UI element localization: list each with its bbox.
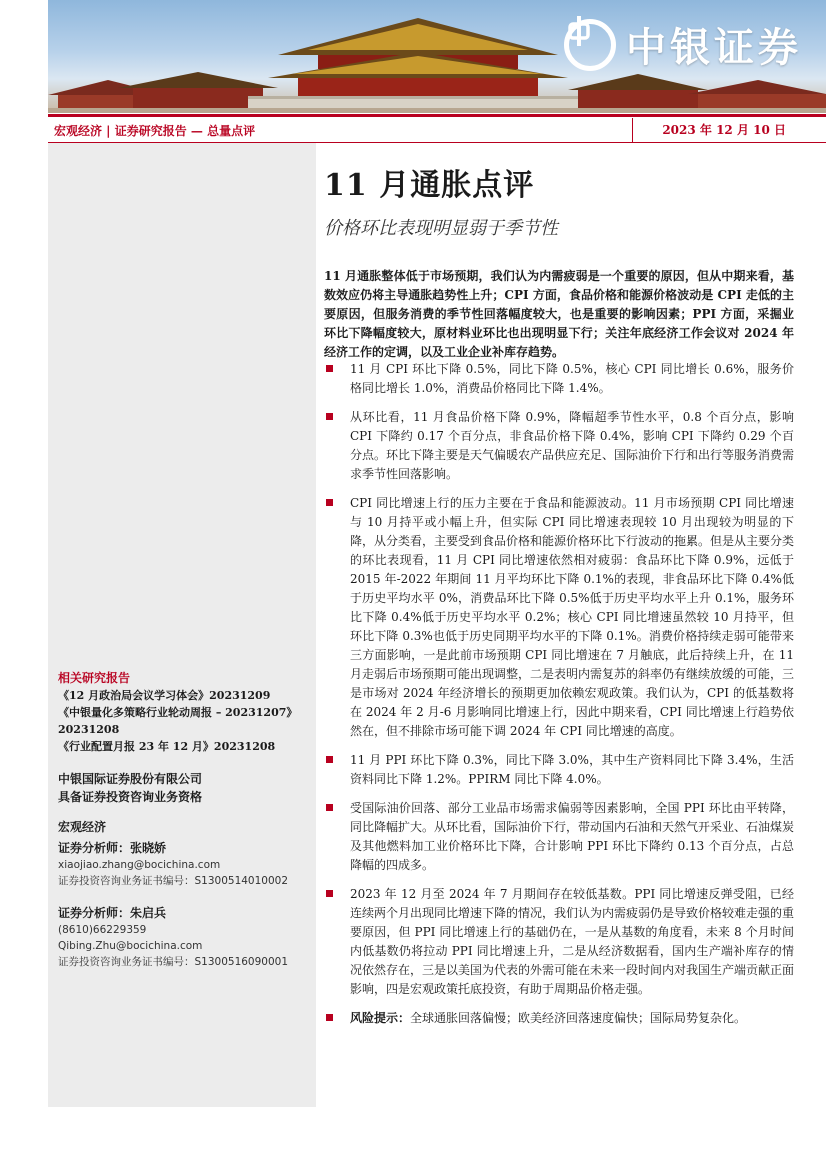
company-qualification: 具备证券投资咨询业务资格 [58, 790, 203, 804]
report-subtitle: 价格环比表现明显弱于季节性 [324, 218, 558, 239]
bullet-square-icon [326, 890, 333, 897]
bullet-square-icon [326, 499, 333, 506]
related-reports [58, 670, 312, 755]
company-info [58, 770, 312, 836]
related-reports-title: 相关研究报告 [58, 671, 131, 685]
header-rule [48, 114, 826, 117]
risk-text: 全球通胀回落偏慢；欧美经济回落速度偏快；国际局势复杂化。 [410, 1011, 747, 1025]
list-item [324, 408, 794, 484]
bullet-text: 从环比看，11 月食品价格下降 0.9%，降幅超季节性水平，0.8 个百分点，影响 CPI 下降约 0.17 个百分点，非食品价格下降 0.4%，影响 CPI 下降约 0.29 个百分点。环比下降主要是天气偏暖农产品供应充足、国际油价下行和出行等服务消费需求季节性回落影响。 [350, 410, 795, 481]
related-report-link[interactable]: 《行业配置月报 23 年 12 月》20231208 [58, 740, 276, 753]
sidebar [48, 143, 316, 1107]
brand-logo [564, 16, 802, 73]
analyst-card [58, 840, 312, 889]
analyst-name: 证券分析师：朱启兵 [58, 906, 167, 920]
related-report-link[interactable]: 《12 月政治局会议学习体会》20231209 [58, 689, 271, 702]
report-date: 2023 年 12 月 10 日 [632, 118, 826, 142]
analyst-license: 证券投资咨询业务证书编号：S1300514010002 [58, 875, 289, 887]
analyst-email[interactable]: xiaojiao.zhang@bocichina.com [58, 859, 221, 871]
bullet-text: 11 月 PPI 环比下降 0.3%，同比下降 3.0%，其中生产资料同比下降 3.4%，生活资料同比下降 1.2%。PPIRM 同比下降 4.0%。 [350, 753, 794, 786]
bullet-square-icon [326, 756, 333, 763]
key-points [324, 360, 794, 1038]
company-name: 中银国际证券股份有限公司 [58, 772, 203, 786]
header-banner [48, 0, 826, 113]
bullet-square-icon [326, 1014, 333, 1021]
bullet-text: CPI 同比增速上行的压力主要在于食品和能源波动。11 月市场预期 CPI 同比增速与 10 月持平或小幅上升，但实际 CPI 同比增速表现较 10 月出现较为明显的下降，从分类看，主要受到食品价格和能源价格环比下行波动的拖累。但是从主要分类的环比表现看，11 月 CPI 同比增速依然相对疲弱：食品环比下降 0.9%，远低于 2015 年-2022 年期间 11 月平均环比下降 0.1%的表现，非食品环比下降 0.4%低于历史平均水平 0%，消费品环比下降 0.5%低于历史平均水平上升 0.1%，服务环比下降 0.4%低于历史平均水平 0.2%；核心 CPI 同比增速虽然较 10 月持平，但环比下降 0.3%也低于历史同期平均水平的下降 0.1%。消费价格持续走弱可能带来三方面影响，一是此前市场预期 CPI 同比增速在 7 月触底，此后持续上升，在 11 月走弱后市场预期可能出现调整，二是表明内需复苏的斜率仍有继续放缓的可能，三是市场对 2024 年经济增长的预期更加依赖宏观政策。我们认为，CPI 的低基数将在 2024 年 2 月-6 月影响同比增速上行，因此中期来看，CPI 同比增速上行趋势依然在，但不排除市场可能下调 2024 年 CPI 同比增速的高度。 [350, 496, 795, 738]
report-summary: 11 月通胀整体低于市场预期，我们认为内需疲弱是一个重要的原因，但从中期来看，基数效应仍将主导通胀趋势性上升；CPI 方面，食品价格和能源价格波动是 CPI 走低的主要原因，但服务消费的季节性回落幅度较大，也是重要的影响因素；PPI 方面，采掘业环比下降幅度较大，原材料业环比也出现明显下行；关注年底经济工作会议对 2024 年经济工作的定调，以及工业企业补库存趋势。 [324, 269, 794, 359]
related-report-link[interactable]: 《中银量化多策略行业轮动周报 – 20231207》20231208 [58, 706, 298, 736]
category-bar [48, 118, 826, 143]
bullet-text: 受国际油价回落、部分工业品市场需求偏弱等因素影响，全国 PPI 环比由平转降，同比降幅扩大。从环比看，国际油价下行，带动国内石油和天然气开采业、石油煤炭及其他燃料加工业价格环比下降，合计影响 PPI 环比下降约 0.13 个百分点，占总降幅的四成多。 [350, 801, 795, 872]
logo-text: 中银证券 [626, 25, 802, 71]
analyst-email[interactable]: Qibing.Zhu@bocichina.com [58, 940, 203, 952]
sector-label: 宏观经济 [58, 820, 107, 834]
bullet-text: 11 月 CPI 环比下降 0.5%，同比下降 0.5%，核心 CPI 同比增长 0.6%，服务价格同比增长 1.0%，消费品价格同比下降 1.4%。 [350, 362, 794, 395]
bank-logo-icon [564, 19, 616, 71]
analysts [58, 831, 312, 980]
report-category: 宏观经济 | 证券研究报告 — 总量点评 [54, 124, 256, 138]
bullet-square-icon [326, 413, 333, 420]
analyst-name: 证券分析师：张晓娇 [58, 841, 167, 855]
list-item [324, 360, 794, 398]
report-title: 11 月通胀点评 [324, 168, 535, 203]
bullet-text: 2023 年 12 月至 2024 年 7 月期间存在较低基数。PPI 同比增速反弹受阻，已经连续两个月出现同比增速下降的情况，我们认为内需疲弱仍是导致价格较难走强的重要原因，但 PPI 同比增速上行的基础仍在，一是从基数的角度看，未来 8 个月时间内低基数仍将拉动 PPI 同比增速上升，二是从经济数据看，国内生产端补库存的情况依然存在，三是以美国为代表的外需可能在未来一段时间内对我国生产端贡献正面影响，四是宏观政策托底投资，有助于周期品价格走强。 [350, 887, 795, 996]
analyst-card [58, 905, 312, 970]
analyst-license: 证券投资咨询业务证书编号：S1300516090001 [58, 956, 289, 968]
list-item [324, 799, 794, 875]
risk-warning [324, 1009, 794, 1028]
list-item [324, 885, 794, 999]
bullet-square-icon [326, 365, 333, 372]
analyst-phone: (8610)66229359 [58, 924, 147, 936]
risk-label: 风险提示： [350, 1011, 411, 1025]
main-content [324, 150, 795, 1025]
list-item [324, 494, 794, 741]
bullet-square-icon [326, 804, 333, 811]
list-item [324, 751, 794, 789]
